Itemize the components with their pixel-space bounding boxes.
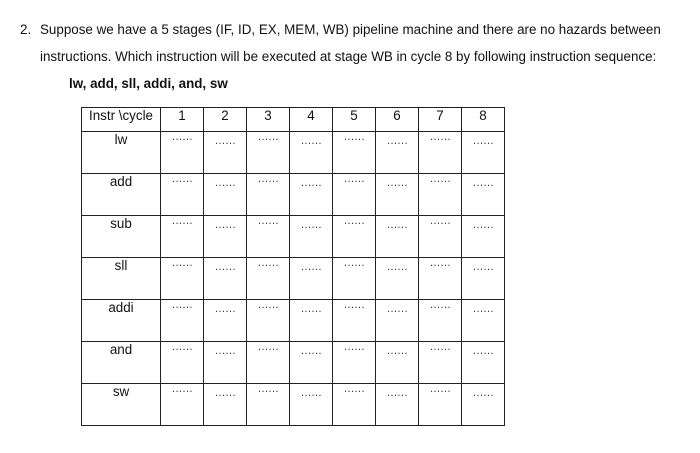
stage-placeholder: …… — [472, 387, 494, 399]
table-row — [82, 258, 505, 300]
stage-placeholder: …… — [472, 345, 494, 357]
stage-cell[interactable] — [376, 216, 419, 258]
question — [20, 16, 692, 97]
stage-cell[interactable] — [290, 174, 333, 216]
stage-cell[interactable] — [376, 384, 419, 426]
stage-cell[interactable] — [462, 258, 505, 300]
stage-placeholder: …… — [300, 135, 322, 147]
stage-cell[interactable] — [333, 300, 376, 342]
stage-placeholder: …… — [472, 303, 494, 315]
stage-cell[interactable] — [247, 174, 290, 216]
stage-cell[interactable] — [419, 384, 462, 426]
stage-cell[interactable] — [161, 174, 204, 216]
stage-cell[interactable] — [161, 258, 204, 300]
stage-cell[interactable] — [462, 300, 505, 342]
cycle-header-1: 1 — [161, 108, 204, 132]
stage-cell[interactable] — [247, 132, 290, 174]
stage-placeholder: …… — [300, 387, 322, 399]
stage-placeholder: …… — [214, 387, 236, 399]
corner-header: Instr \cycle — [82, 108, 161, 132]
stage-placeholder: …… — [386, 177, 408, 189]
stage-placeholder: …… — [257, 299, 279, 311]
stage-placeholder: …… — [300, 303, 322, 315]
cycle-header-4: 4 — [290, 108, 333, 132]
stage-placeholder: …… — [343, 257, 365, 269]
stage-placeholder: …… — [472, 219, 494, 231]
question-number: 2. — [20, 22, 32, 37]
stage-placeholder: …… — [472, 177, 494, 189]
stage-cell[interactable] — [419, 342, 462, 384]
stage-placeholder: …… — [257, 215, 279, 227]
stage-cell[interactable] — [333, 384, 376, 426]
stage-placeholder: …… — [257, 173, 279, 185]
stage-cell[interactable] — [290, 216, 333, 258]
instr-label: and — [82, 342, 161, 384]
stage-cell[interactable] — [290, 384, 333, 426]
stage-placeholder: …… — [214, 345, 236, 357]
stage-cell[interactable] — [247, 258, 290, 300]
stage-placeholder: …… — [214, 135, 236, 147]
stage-cell[interactable] — [333, 216, 376, 258]
stage-placeholder: …… — [343, 215, 365, 227]
stage-placeholder: …… — [386, 219, 408, 231]
stage-cell[interactable] — [290, 132, 333, 174]
stage-cell[interactable] — [290, 342, 333, 384]
instr-label: sll — [82, 258, 161, 300]
stage-cell[interactable] — [161, 216, 204, 258]
stage-placeholder: …… — [214, 303, 236, 315]
stage-cell[interactable] — [290, 258, 333, 300]
stage-cell[interactable] — [161, 300, 204, 342]
stage-placeholder: …… — [429, 173, 451, 185]
table-body — [82, 132, 505, 426]
stage-cell[interactable] — [333, 174, 376, 216]
cycle-header-5: 5 — [333, 108, 376, 132]
stage-cell[interactable] — [376, 342, 419, 384]
stage-cell[interactable] — [204, 300, 247, 342]
stage-cell[interactable] — [161, 132, 204, 174]
stage-placeholder: …… — [343, 131, 365, 143]
instr-label: addi — [82, 300, 161, 342]
stage-cell[interactable] — [419, 258, 462, 300]
table-row — [82, 384, 505, 426]
instr-label: lw — [82, 132, 161, 174]
stage-cell[interactable] — [462, 384, 505, 426]
stage-cell[interactable] — [161, 384, 204, 426]
stage-placeholder: …… — [343, 299, 365, 311]
question-text-1: Suppose we have a 5 stages (IF, ID, EX, MEM, WB) pipeline machine and there are no hazards between — [40, 22, 661, 37]
stage-placeholder: …… — [214, 177, 236, 189]
stage-placeholder: …… — [429, 383, 451, 395]
stage-cell[interactable] — [376, 132, 419, 174]
stage-placeholder: …… — [472, 261, 494, 273]
stage-cell[interactable] — [376, 174, 419, 216]
table-row — [82, 174, 505, 216]
stage-cell[interactable] — [462, 342, 505, 384]
stage-placeholder: …… — [300, 219, 322, 231]
instr-label: sub — [82, 216, 161, 258]
table-row — [82, 216, 505, 258]
cycle-header-7: 7 — [419, 108, 462, 132]
stage-cell[interactable] — [247, 342, 290, 384]
stage-placeholder: …… — [429, 341, 451, 353]
stage-cell[interactable] — [376, 258, 419, 300]
stage-placeholder: …… — [429, 257, 451, 269]
stage-cell[interactable] — [290, 300, 333, 342]
stage-placeholder: …… — [214, 261, 236, 273]
stage-placeholder: …… — [257, 257, 279, 269]
instr-label: add — [82, 174, 161, 216]
stage-cell[interactable] — [247, 216, 290, 258]
stage-cell[interactable] — [247, 384, 290, 426]
stage-placeholder: …… — [429, 215, 451, 227]
stage-placeholder: …… — [257, 131, 279, 143]
stage-placeholder: …… — [343, 341, 365, 353]
stage-placeholder: …… — [171, 257, 193, 269]
stage-placeholder: …… — [171, 299, 193, 311]
stage-placeholder: …… — [171, 383, 193, 395]
stage-cell[interactable] — [333, 132, 376, 174]
pipeline-table — [81, 107, 505, 426]
table-row — [82, 132, 505, 174]
stage-placeholder: …… — [257, 383, 279, 395]
instr-label: sw — [82, 384, 161, 426]
stage-placeholder: …… — [386, 387, 408, 399]
stage-placeholder: …… — [343, 173, 365, 185]
stage-cell[interactable] — [161, 342, 204, 384]
stage-placeholder: …… — [386, 135, 408, 147]
stage-cell[interactable] — [333, 258, 376, 300]
table-row — [82, 342, 505, 384]
stage-placeholder: …… — [429, 299, 451, 311]
stage-cell[interactable] — [204, 216, 247, 258]
stage-placeholder: …… — [171, 131, 193, 143]
stage-cell[interactable] — [462, 216, 505, 258]
stage-cell[interactable] — [204, 174, 247, 216]
stage-placeholder: …… — [300, 177, 322, 189]
stage-placeholder: …… — [386, 345, 408, 357]
stage-cell[interactable] — [462, 132, 505, 174]
stage-placeholder: …… — [171, 341, 193, 353]
table-row — [82, 300, 505, 342]
stage-placeholder: …… — [300, 345, 322, 357]
stage-placeholder: …… — [386, 261, 408, 273]
stage-placeholder: …… — [300, 261, 322, 273]
cycle-header-2: 2 — [204, 108, 247, 132]
cycle-header-3: 3 — [247, 108, 290, 132]
stage-placeholder: …… — [343, 383, 365, 395]
stage-cell[interactable] — [419, 216, 462, 258]
stage-placeholder: …… — [386, 303, 408, 315]
stage-placeholder: …… — [472, 135, 494, 147]
stage-cell[interactable] — [419, 132, 462, 174]
header-row — [82, 108, 505, 132]
stage-cell[interactable] — [333, 342, 376, 384]
stage-cell[interactable] — [204, 258, 247, 300]
stage-cell[interactable] — [204, 384, 247, 426]
question-line-1 — [20, 16, 692, 43]
question-line-2: instructions. Which instruction will be executed at stage WB in cycle 8 by following instruction sequence: — [40, 49, 657, 64]
stage-cell[interactable] — [419, 300, 462, 342]
stage-placeholder: …… — [171, 173, 193, 185]
stage-cell[interactable] — [419, 174, 462, 216]
stage-cell[interactable] — [376, 300, 419, 342]
stage-placeholder: …… — [429, 131, 451, 143]
cycle-header-6: 6 — [376, 108, 419, 132]
stage-cell[interactable] — [247, 300, 290, 342]
stage-placeholder: …… — [257, 341, 279, 353]
cycle-header-8: 8 — [462, 108, 505, 132]
stage-cell[interactable] — [204, 132, 247, 174]
stage-placeholder: …… — [214, 219, 236, 231]
stage-cell[interactable] — [462, 174, 505, 216]
stage-cell[interactable] — [204, 342, 247, 384]
instruction-sequence: lw, add, sll, addi, and, sw — [69, 76, 228, 91]
stage-placeholder: …… — [171, 215, 193, 227]
